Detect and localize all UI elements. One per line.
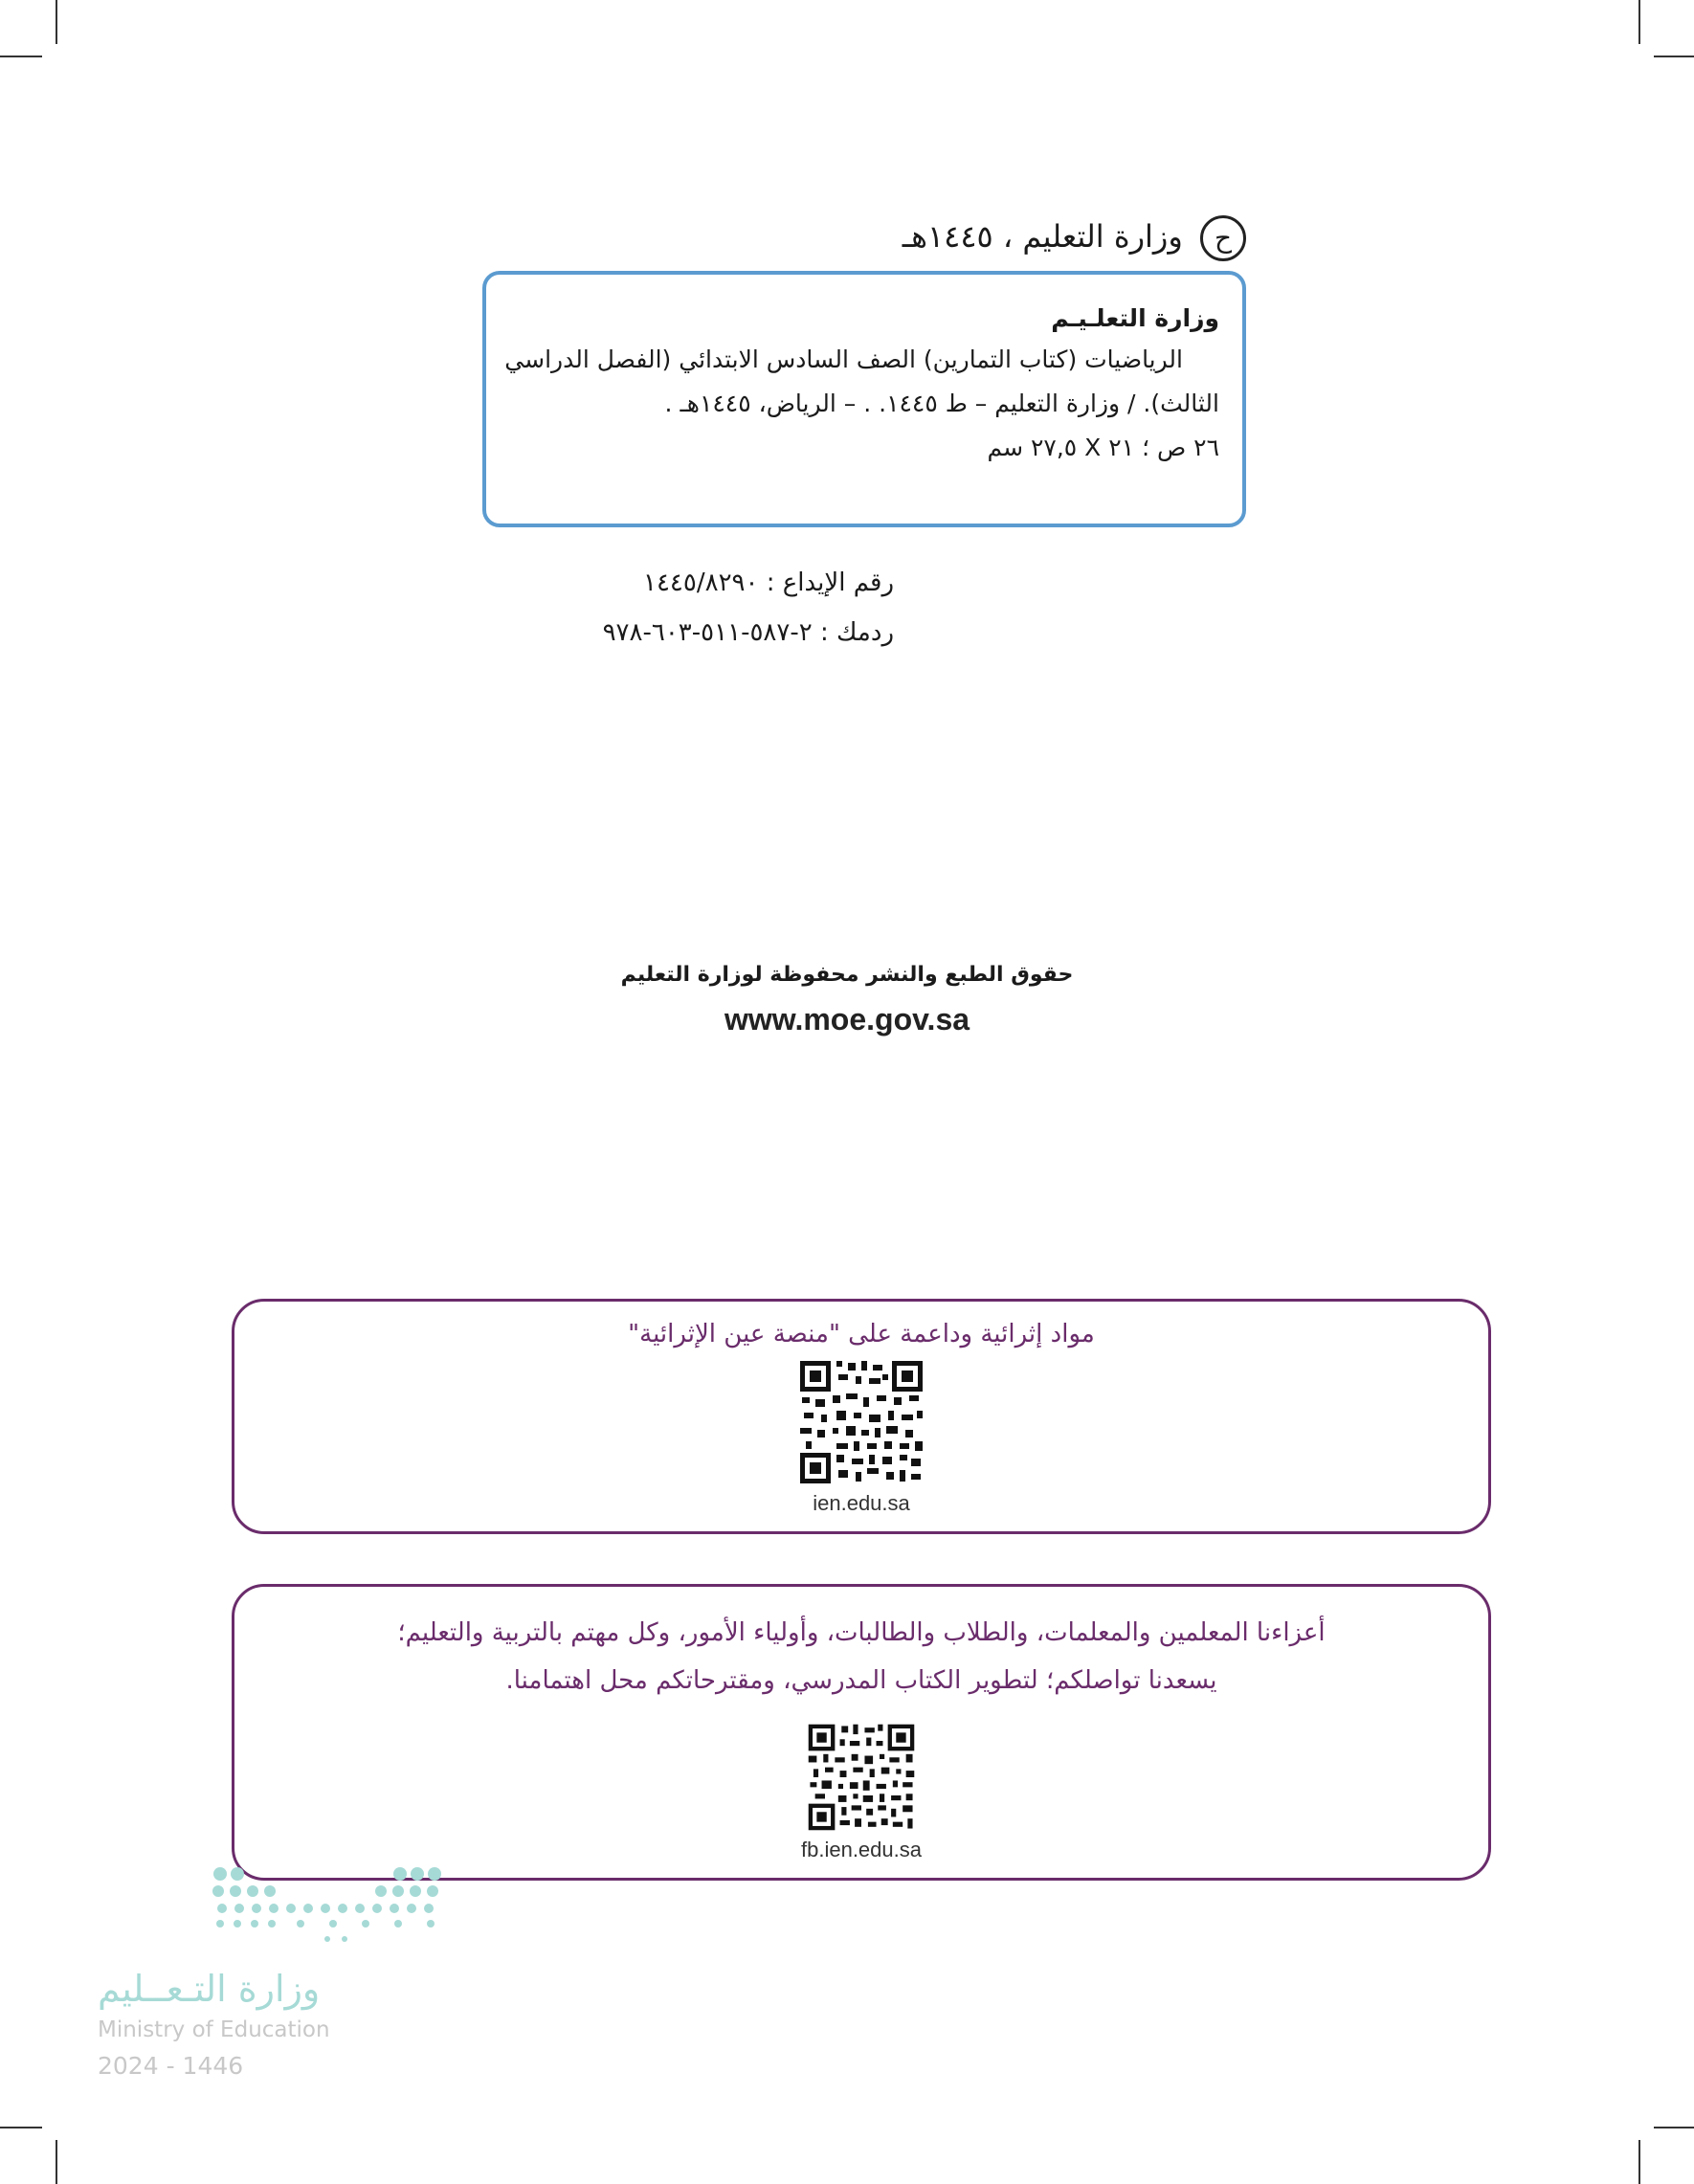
catalog-edition-line: الثالث). / وزارة التعليم – ط ١٤٤٥. . – الرياض، ١٤٤٥هـ . <box>664 390 1219 417</box>
catalog-title-line: الرياضيات (كتاب التمارين) الصف السادس الابتدائي (الفصل الدراسي <box>504 345 1183 373</box>
logo-dot <box>252 1904 261 1913</box>
copyright-line <box>576 212 1246 261</box>
logo-dot <box>324 1936 330 1942</box>
logo-dot <box>303 1904 313 1913</box>
logo-dot <box>393 1867 407 1881</box>
logo-dot <box>321 1904 330 1913</box>
crop-mark <box>56 2140 57 2184</box>
logo-dot <box>390 1904 399 1913</box>
logo-english-text: Ministry of Education <box>98 2017 330 2042</box>
logo-dot <box>407 1904 416 1913</box>
logo-dot <box>213 1867 227 1881</box>
logo-dot <box>427 1920 435 1928</box>
qr-code-icon[interactable] <box>798 1359 925 1485</box>
logo-dot <box>231 1867 244 1881</box>
logo-dot <box>375 1885 387 1897</box>
crop-mark <box>1638 2140 1640 2184</box>
logo-dot <box>372 1904 382 1913</box>
logo-dot <box>329 1920 337 1928</box>
isbn-number: ردمك : ٢-٥٨٧-٥١١-٦٠٣-٩٧٨ <box>602 618 894 647</box>
logo-dot <box>355 1904 365 1913</box>
rights-block <box>0 954 1694 1042</box>
logo-dot <box>230 1885 241 1897</box>
feedback-url[interactable]: fb.ien.edu.sa <box>801 1838 922 1861</box>
logo-dot <box>234 1920 241 1928</box>
qr-code-icon[interactable] <box>807 1723 916 1832</box>
catalog-card <box>482 271 1246 527</box>
rights-text: حقوق الطبع والنشر محفوظة لوزارة التعليم <box>620 963 1074 987</box>
crop-mark <box>0 2127 42 2128</box>
logo-dot <box>234 1904 244 1913</box>
ministry-logo <box>94 1866 381 2096</box>
logo-dot <box>394 1920 402 1928</box>
enrichment-text: مواد إثرائية وداعمة على "منصة عين الإثرائية" <box>628 1320 1095 1348</box>
logo-dot <box>362 1920 369 1928</box>
copyright-text: وزارة التعليم ، ١٤٤٥هـ <box>902 218 1183 255</box>
deposit-number: رقم الإيداع : ١٤٤٥/٨٢٩٠ <box>643 568 894 597</box>
crop-mark <box>56 0 57 44</box>
logo-dot <box>269 1904 279 1913</box>
deposit-block <box>603 558 894 657</box>
logo-dot <box>264 1885 276 1897</box>
logo-dot <box>286 1904 296 1913</box>
crop-mark <box>1654 2127 1694 2128</box>
logo-dot <box>342 1936 347 1942</box>
logo-dot <box>410 1885 421 1897</box>
logo-dot <box>428 1867 441 1881</box>
logo-dot <box>251 1920 258 1928</box>
catalog-publisher: وزارة التعلـيـم <box>1051 304 1219 332</box>
logo-dot <box>217 1904 227 1913</box>
logo-dot <box>392 1885 404 1897</box>
crop-mark <box>1638 0 1640 44</box>
logo-dot <box>247 1885 258 1897</box>
website-link[interactable]: www.moe.gov.sa <box>724 1002 970 1036</box>
logo-arabic-text: وزارة التـعــليم <box>98 1968 321 2010</box>
logo-dots-icon <box>209 1866 448 1947</box>
logo-dot <box>212 1885 224 1897</box>
logo-dot <box>268 1920 276 1928</box>
catalog-dimensions-line: ٢٦ ص ؛ ٢١ X ٢٧,٥ سم <box>987 434 1219 461</box>
feedback-box <box>232 1584 1491 1881</box>
logo-dot <box>427 1885 438 1897</box>
logo-dot <box>424 1904 434 1913</box>
feedback-line-1: أعزاءنا المعلمين والمعلمات، والطلاب والطالبات، وأولياء الأمور، وكل مهتم بالتربية والتعليم؛ <box>397 1618 1326 1647</box>
logo-dot <box>297 1920 304 1928</box>
copyright-symbol-icon: ح <box>1200 215 1246 261</box>
logo-dot <box>338 1904 347 1913</box>
logo-dot <box>216 1920 224 1928</box>
enrichment-box <box>232 1299 1491 1534</box>
logo-years-text: 2024 - 1446 <box>98 2052 244 2080</box>
logo-dot <box>411 1867 424 1881</box>
feedback-line-2: يسعدنا تواصلكم؛ لتطوير الكتاب المدرسي، ومقترحاتكم محل اهتمامنا. <box>505 1666 1217 1695</box>
enrichment-url[interactable]: ien.edu.sa <box>813 1491 910 1515</box>
crop-mark <box>1654 56 1694 57</box>
crop-mark <box>0 56 42 57</box>
